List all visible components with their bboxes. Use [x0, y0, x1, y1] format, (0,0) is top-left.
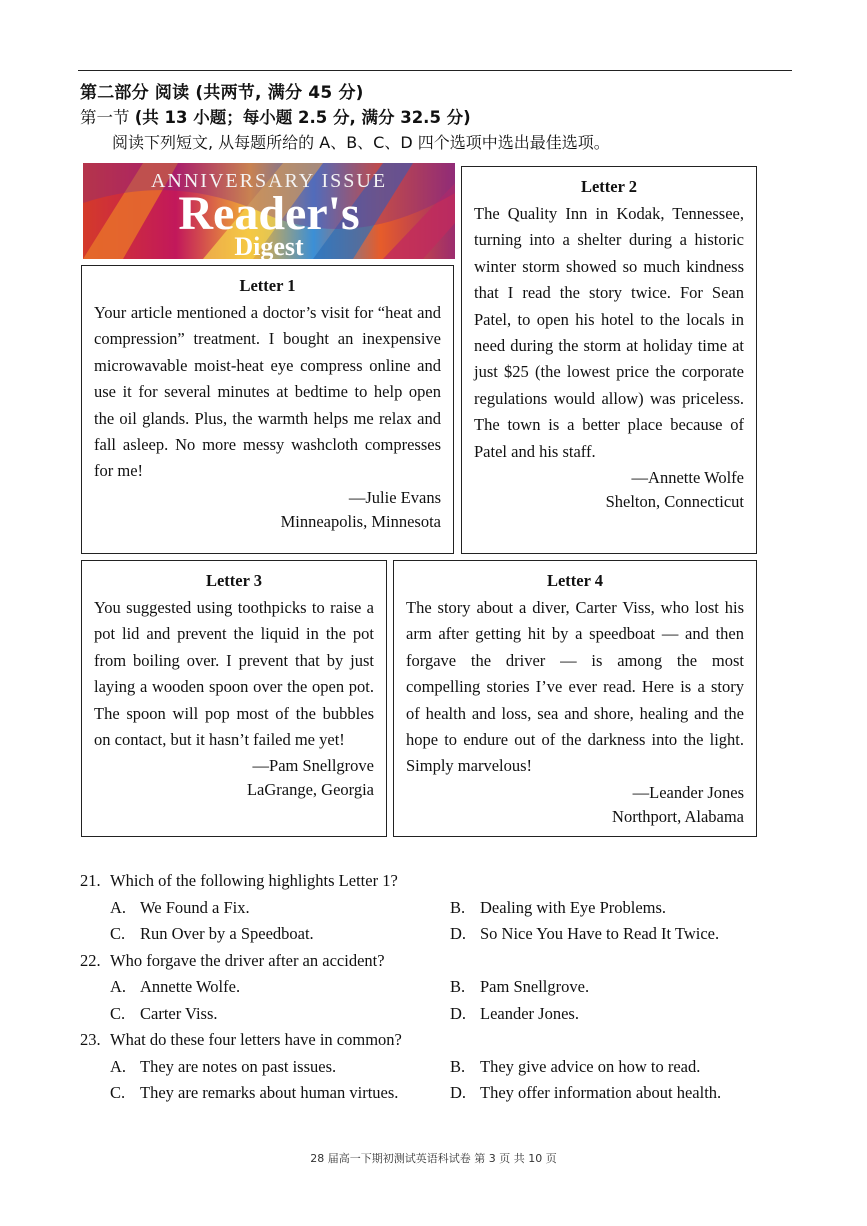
section-label: 第一节: [80, 108, 130, 127]
letter-title: Letter 3: [205, 571, 263, 590]
option-a[interactable]: [110, 895, 450, 922]
letter-author: —Leander Jones: [632, 782, 744, 802]
option-letter: D.: [450, 924, 467, 943]
letter-1-box: [81, 265, 454, 554]
letter-place: Minneapolis, Minnesota: [280, 511, 441, 531]
option-d[interactable]: [450, 1001, 579, 1028]
option-text: Annette Wolfe.: [140, 977, 241, 996]
letter-author: —Julie Evans: [348, 487, 441, 507]
option-letter: B.: [450, 1056, 466, 1076]
option-text: Pam Snellgrove.: [480, 977, 590, 996]
option-text: Dealing with Eye Problems.: [480, 897, 667, 917]
letter-title: Letter 1: [239, 276, 296, 295]
option-text: They are remarks about human virtues.: [140, 1083, 399, 1102]
option-a[interactable]: [110, 974, 450, 1001]
option-row: [80, 974, 780, 1001]
letter-body: You suggested using toothpicks to raise a pot lid and prevent the liquid in the pot from boiling over. I prevent that by just laying a wooden spoon over the open pot. The spoon will pop most of the bubbles on contact, but it hasn’t failed me yet!: [94, 598, 374, 750]
letter-place: Shelton, Connecticut: [605, 492, 744, 512]
option-letter: C.: [110, 1083, 126, 1102]
question-22: [80, 948, 780, 975]
option-letter: A.: [110, 1056, 127, 1076]
letter-place: Northport, Alabama: [612, 806, 744, 826]
question-number: 22.: [80, 950, 101, 970]
option-b[interactable]: [450, 974, 589, 1001]
letter-title: Letter 4: [546, 571, 604, 590]
question-text: Which of the following highlights Letter 1?: [110, 871, 398, 890]
letter-3-box: [81, 560, 387, 837]
banner-line3: Digest: [234, 232, 304, 259]
page-footer: 28 届高一下期初测试英语科试卷 第 3 页 共 10 页: [310, 1152, 557, 1165]
option-letter: A.: [110, 897, 127, 917]
option-text: So Nice You Have to Read It Twice.: [480, 924, 720, 943]
option-letter: D.: [450, 1083, 467, 1102]
part-title: 第二部分 阅读 (共两节, 满分 45 分): [80, 83, 364, 103]
option-text: They give advice on how to read.: [480, 1056, 701, 1076]
option-c[interactable]: [110, 921, 450, 948]
question-21: [80, 868, 780, 895]
question-23: [80, 1027, 780, 1054]
option-d[interactable]: [450, 921, 719, 948]
option-letter: C.: [110, 1003, 126, 1023]
option-c[interactable]: [110, 1001, 450, 1028]
option-text: Carter Viss.: [140, 1003, 218, 1023]
option-row: [80, 1001, 780, 1028]
question-number: 21.: [80, 871, 101, 890]
letter-body: The story about a diver, Carter Viss, who lost his arm after getting hit by a speedboat — and then forgave the driver — is among the most compelling stories I’ve ever read. Here is a story of health and loss, sea and shore, healing and the hope to endure out of the darkness into the light. Simply marvelous!: [406, 598, 744, 776]
section-detail: (共 13 小题；每小题 2.5 分, 满分 32.5 分): [134, 108, 471, 127]
letter-body: The Quality Inn in Kodak, Tennessee, turning into a shelter during a historic winter storm showed so much kindness that I read the story twice. For Sean Patel, to open his hotel to the locals in need during the storm at holiday time at just $25 (the lowest price the corporate regulations would allow) was priceless. The town is a better place because of Patel and his staff.: [474, 204, 744, 461]
letter-2-box: [461, 166, 757, 554]
banner-artwork: [83, 163, 455, 259]
option-d[interactable]: [450, 1080, 721, 1107]
letter-place: LaGrange, Georgia: [246, 780, 374, 800]
option-row: [80, 895, 780, 922]
letter-body: Your article mentioned a doctor’s visit for “heat and compression” treatment. I bought an inexpensive microwavable moist-heat eye compress online and use it for several minutes at bedtime to help open the oil glands. Plus, the warmth helps me relax and fall asleep. No more messy washcloth compresses for me!: [94, 303, 441, 481]
header-rule: [78, 70, 792, 71]
option-text: We Found a Fix.: [140, 897, 250, 917]
option-letter: C.: [110, 924, 126, 943]
question-text: Who forgave the driver after an accident?: [110, 950, 385, 970]
option-text: Leander Jones.: [480, 1003, 579, 1023]
option-row: [80, 921, 780, 948]
option-letter: B.: [450, 977, 466, 996]
instruction: 阅读下列短文, 从每题所给的 A、B、C、D 四个选项中选出最佳选项。: [112, 133, 610, 152]
letter-author: —Pam Snellgrove: [252, 756, 374, 776]
option-letter: B.: [450, 897, 466, 917]
letter-4-box: [393, 560, 757, 837]
option-letter: A.: [110, 977, 127, 996]
option-letter: D.: [450, 1003, 467, 1023]
option-row: [80, 1080, 780, 1107]
option-b[interactable]: [450, 895, 666, 922]
readers-digest-banner: [83, 163, 455, 259]
option-text: They offer information about health.: [480, 1083, 722, 1102]
section-heading: [80, 104, 471, 128]
question-text: What do these four letters have in common?: [110, 1030, 402, 1049]
option-text: They are notes on past issues.: [140, 1056, 337, 1076]
option-row: [80, 1054, 780, 1081]
banner-line2: Reader's: [178, 187, 360, 240]
question-number: 23.: [80, 1030, 101, 1049]
questions: [80, 868, 780, 1107]
option-text: Run Over by a Speedboat.: [140, 924, 314, 943]
letter-title: Letter 2: [580, 177, 638, 196]
banner-line1: ANNIVERSARY ISSUE: [150, 170, 388, 192]
option-b[interactable]: [450, 1054, 700, 1081]
option-c[interactable]: [110, 1080, 450, 1107]
option-a[interactable]: [110, 1054, 450, 1081]
letter-author: —Annette Wolfe: [631, 468, 744, 488]
